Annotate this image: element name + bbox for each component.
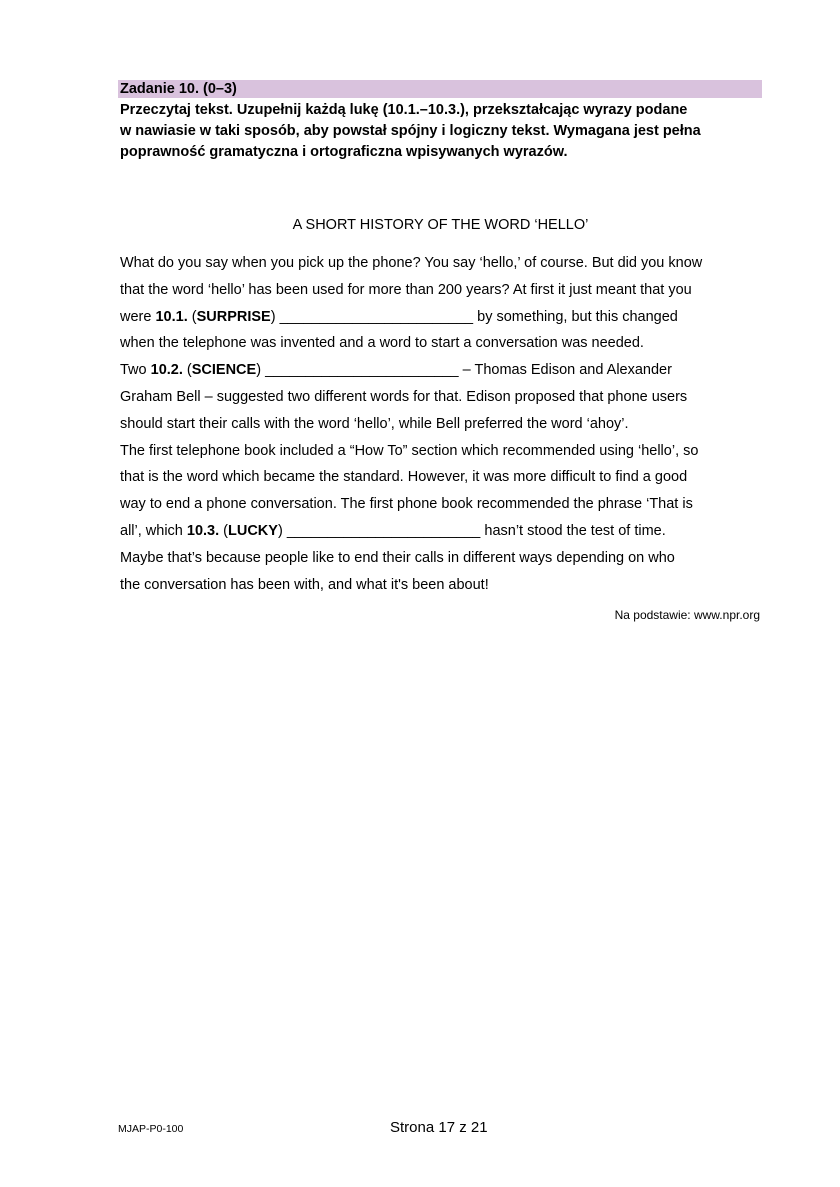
passage-line: What do you say when you pick up the phone? You say ‘hello,’ of course. But did you know [120,255,703,271]
page-number: Strona 17 z 21 [390,1119,488,1136]
passage-text: Two [120,362,151,379]
instruction-line: poprawność gramatyczna i ortograficzna wpisywanych wyrazów. [120,144,568,160]
passage-line: when the telephone was invented and a word to start a conversation was needed. [120,335,644,352]
gap-number-10-1: 10.1. [155,308,188,325]
passage-line: Two 10.2. (SCIENCE) ________________________ – Thomas Edison and Alexander [120,362,672,379]
gap-number-10-2: 10.2. [150,362,183,379]
instruction-line: w nawiasie w taki sposób, aby powstał spójny i logiczny tekst. Wymagana jest pełna [120,123,701,139]
text-title: A SHORT HISTORY OF THE WORD ‘HELLO’ [292,217,589,233]
passage-line: that is the word which became the standard. However, it was more difficult to find a good [120,469,688,486]
gap-number-10-3: 10.3. [186,522,220,539]
passage-line: The first telephone book included a “How To” section which recommended using ‘hello’, so [120,442,699,459]
source-citation: Na podstawie: www.npr.org [614,608,760,622]
passage-text: hasn’t stood the test of time. [480,522,666,539]
gap-blank-10-2[interactable]: ________________________ [265,362,459,379]
passage-line: should start their calls with the word ‘hello’, while Bell preferred the word ‘ahoy’. [120,415,629,432]
footer-code: MJAP-P0-100 [118,1123,184,1135]
gap-word-lucky: LUCKY [228,522,278,539]
passage [120,250,770,598]
passage-line: way to end a phone conversation. The first phone book recommended the phrase ‘That is [120,496,693,513]
passage-line: Maybe that’s because people like to end their calls in different ways depending on who [120,549,675,566]
passage-text: all’, which [120,522,187,539]
passage-text: were [120,308,156,325]
gap-blank-10-1[interactable]: ________________________ [279,308,474,325]
passage-text: – Thomas Edison and Alexander [458,362,672,379]
passage-line: were 10.1. (SURPRISE) ________________________ by something, but this changed [120,308,678,325]
passage-line: that the word ‘hello’ has been used for more than 200 years? At first it just meant that you [120,281,692,298]
task-instruction [120,100,760,163]
passage-line: all’, which 10.3. (LUCKY) ________________________ hasn’t stood the test of time. [120,522,666,539]
gap-blank-10-3[interactable]: ________________________ [286,522,481,539]
gap-word-science: SCIENCE [191,362,257,379]
gap-word-surprise: SURPRISE [196,308,271,325]
instruction-line: Przeczytaj tekst. Uzupełnij każdą lukę (10.1.–10.3.), przekształcając wyrazy podane [120,102,688,118]
passage-line: Graham Bell – suggested two different words for that. Edison proposed that phone users [120,388,688,405]
passage-line: the conversation has been with, and what it's been about! [120,576,489,593]
passage-text: by something, but this changed [473,308,678,325]
task-header: Zadanie 10. (0–3) [118,80,762,98]
